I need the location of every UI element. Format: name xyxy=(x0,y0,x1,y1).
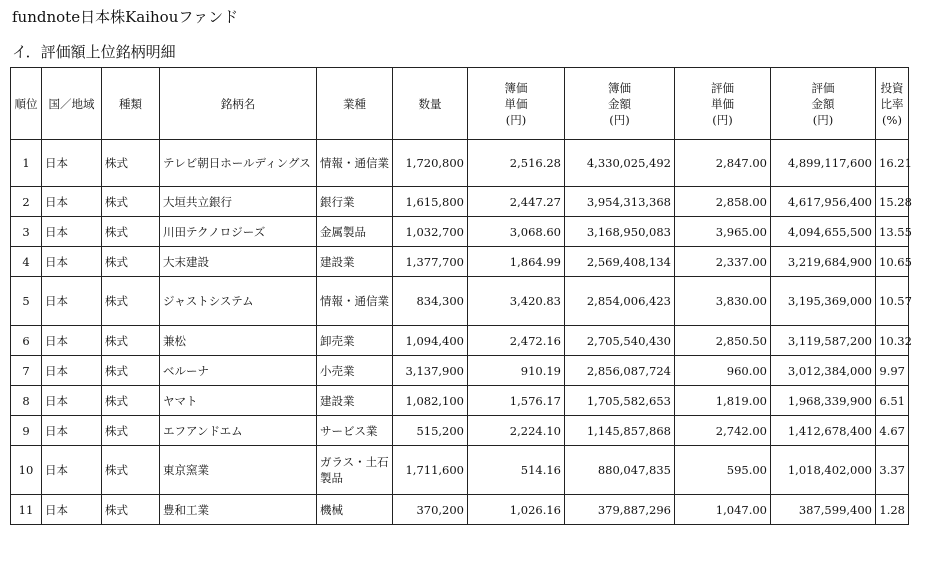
cell-industry: 情報・通信業 xyxy=(317,140,393,187)
cell-quantity: 1,094,400 xyxy=(393,326,468,356)
cell-eval-unit: 3,830.00 xyxy=(675,277,771,326)
cell-industry: 金属製品 xyxy=(317,217,393,247)
cell-type: 株式 xyxy=(102,277,160,326)
cell-rank: 9 xyxy=(11,416,42,446)
cell-quantity: 834,300 xyxy=(393,277,468,326)
table-row xyxy=(11,217,909,247)
cell-book-amount: 1,705,582,653 xyxy=(565,386,675,416)
cell-country: 日本 xyxy=(42,217,102,247)
cell-country: 日本 xyxy=(42,416,102,446)
cell-book-amount: 2,854,006,423 xyxy=(565,277,675,326)
cell-eval-unit: 960.00 xyxy=(675,356,771,386)
cell-type: 株式 xyxy=(102,495,160,525)
header-country: 国／地域 xyxy=(42,68,102,140)
section-title: イ．評価額上位銘柄明細 xyxy=(12,43,176,61)
cell-eval-unit: 2,850.50 xyxy=(675,326,771,356)
header-quantity: 数量 xyxy=(393,68,468,140)
cell-eval-amount: 4,617,956,400 xyxy=(771,187,876,217)
header-book-amount-line: 簿価 xyxy=(608,80,631,95)
header-row xyxy=(11,68,909,140)
cell-eval-unit: 2,858.00 xyxy=(675,187,771,217)
cell-rank: 5 xyxy=(11,277,42,326)
header-book-unit-line: 単価 xyxy=(504,96,528,111)
cell-industry: 機械 xyxy=(317,495,393,525)
cell-book-amount: 4,330,025,492 xyxy=(565,140,675,187)
cell-eval-amount: 3,119,587,200 xyxy=(771,326,876,356)
header-eval-unit-line: (円) xyxy=(712,112,733,127)
header-ratio-line: 投資 xyxy=(880,80,904,95)
cell-rank: 7 xyxy=(11,356,42,386)
cell-book-unit: 2,472.16 xyxy=(468,326,565,356)
cell-ratio: 3.37 xyxy=(876,446,909,495)
header-eval-amount-line: (円) xyxy=(812,112,834,127)
cell-eval-unit: 1,047.00 xyxy=(675,495,771,525)
cell-industry: 情報・通信業 xyxy=(317,277,393,326)
cell-book-unit: 2,447.27 xyxy=(468,187,565,217)
cell-quantity: 1,711,600 xyxy=(393,446,468,495)
cell-book-amount: 2,856,087,724 xyxy=(565,356,675,386)
cell-type: 株式 xyxy=(102,326,160,356)
table-row xyxy=(11,247,909,277)
cell-name: 兼松 xyxy=(160,326,317,356)
cell-country: 日本 xyxy=(42,140,102,187)
cell-type: 株式 xyxy=(102,187,160,217)
cell-industry: 建設業 xyxy=(317,386,393,416)
cell-eval-amount: 1,968,339,900 xyxy=(771,386,876,416)
cell-quantity: 515,200 xyxy=(393,416,468,446)
cell-ratio: 10.65 xyxy=(876,247,909,277)
cell-quantity: 3,137,900 xyxy=(393,356,468,386)
cell-book-unit: 2,224.10 xyxy=(468,416,565,446)
cell-eval-amount: 4,094,655,500 xyxy=(771,217,876,247)
cell-country: 日本 xyxy=(42,356,102,386)
cell-book-unit: 3,068.60 xyxy=(468,217,565,247)
cell-rank: 11 xyxy=(11,495,42,525)
cell-rank: 1 xyxy=(11,140,42,187)
cell-eval-amount: 1,018,402,000 xyxy=(771,446,876,495)
cell-book-amount: 2,569,408,134 xyxy=(565,247,675,277)
table-row xyxy=(11,495,909,525)
table-row xyxy=(11,416,909,446)
header-book-amount xyxy=(565,68,675,140)
cell-ratio: 16.21 xyxy=(876,140,909,187)
header-type: 種類 xyxy=(102,68,160,140)
table-row xyxy=(11,140,909,187)
header-ratio-line: 比率 xyxy=(880,96,904,111)
cell-country: 日本 xyxy=(42,277,102,326)
cell-quantity: 1,082,100 xyxy=(393,386,468,416)
header-book-unit-line: 簿価 xyxy=(504,80,528,95)
cell-type: 株式 xyxy=(102,356,160,386)
header-book-unit xyxy=(468,68,565,140)
cell-book-unit: 1,026.16 xyxy=(468,495,565,525)
cell-book-amount: 3,954,313,368 xyxy=(565,187,675,217)
cell-book-unit: 3,420.83 xyxy=(468,277,565,326)
cell-eval-unit: 595.00 xyxy=(675,446,771,495)
table-row xyxy=(11,326,909,356)
cell-book-amount: 3,168,950,083 xyxy=(565,217,675,247)
cell-ratio: 10.32 xyxy=(876,326,909,356)
cell-eval-unit: 1,819.00 xyxy=(675,386,771,416)
cell-rank: 10 xyxy=(11,446,42,495)
table-row xyxy=(11,446,909,495)
cell-book-unit: 910.19 xyxy=(468,356,565,386)
table-row xyxy=(11,187,909,217)
cell-rank: 2 xyxy=(11,187,42,217)
cell-industry: 小売業 xyxy=(317,356,393,386)
cell-name: 大垣共立銀行 xyxy=(160,187,317,217)
cell-ratio: 4.67 xyxy=(876,416,909,446)
header-book-unit-line: (円) xyxy=(505,112,527,127)
cell-quantity: 1,032,700 xyxy=(393,217,468,247)
cell-country: 日本 xyxy=(42,247,102,277)
cell-name: テレビ朝日ホールディングス xyxy=(160,140,317,187)
cell-name: ジャストシステム xyxy=(160,277,317,326)
cell-type: 株式 xyxy=(102,446,160,495)
cell-ratio: 13.55 xyxy=(876,217,909,247)
cell-name: ベルーナ xyxy=(160,356,317,386)
cell-country: 日本 xyxy=(42,386,102,416)
document-title: fundnote日本株Kaihouファンド xyxy=(12,8,239,26)
cell-industry: サービス業 xyxy=(317,416,393,446)
cell-industry: 建設業 xyxy=(317,247,393,277)
table-row xyxy=(11,356,909,386)
header-book-amount-line: 金額 xyxy=(608,96,631,111)
cell-country: 日本 xyxy=(42,326,102,356)
cell-book-amount: 880,047,835 xyxy=(565,446,675,495)
cell-ratio: 15.28 xyxy=(876,187,909,217)
cell-name: 川田テクノロジーズ xyxy=(160,217,317,247)
cell-eval-unit: 2,337.00 xyxy=(675,247,771,277)
cell-rank: 3 xyxy=(11,217,42,247)
cell-quantity: 1,377,700 xyxy=(393,247,468,277)
cell-industry: 銀行業 xyxy=(317,187,393,217)
cell-name: エフアンドエム xyxy=(160,416,317,446)
header-ratio-line: (%) xyxy=(882,112,902,127)
cell-book-unit: 514.16 xyxy=(468,446,565,495)
cell-eval-unit: 3,965.00 xyxy=(675,217,771,247)
cell-ratio: 6.51 xyxy=(876,386,909,416)
cell-eval-amount: 3,195,369,000 xyxy=(771,277,876,326)
table-row xyxy=(11,277,909,326)
cell-rank: 4 xyxy=(11,247,42,277)
cell-country: 日本 xyxy=(42,446,102,495)
cell-industry: ガラス・土石製品 xyxy=(317,446,393,495)
cell-ratio: 1.28 xyxy=(876,495,909,525)
header-ratio xyxy=(876,68,909,140)
header-name: 銘柄名 xyxy=(160,68,317,140)
cell-book-unit: 1,576.17 xyxy=(468,386,565,416)
cell-country: 日本 xyxy=(42,495,102,525)
cell-quantity: 370,200 xyxy=(393,495,468,525)
cell-ratio: 9.97 xyxy=(876,356,909,386)
cell-industry: 卸売業 xyxy=(317,326,393,356)
cell-rank: 8 xyxy=(11,386,42,416)
cell-name: 豊和工業 xyxy=(160,495,317,525)
cell-book-amount: 2,705,540,430 xyxy=(565,326,675,356)
cell-name: 東京窯業 xyxy=(160,446,317,495)
cell-name: 大末建設 xyxy=(160,247,317,277)
cell-book-unit: 2,516.28 xyxy=(468,140,565,187)
cell-type: 株式 xyxy=(102,416,160,446)
header-eval-unit-line: 評価 xyxy=(711,80,734,95)
header-book-amount-line: (円) xyxy=(609,112,630,127)
header-eval-amount xyxy=(771,68,876,140)
cell-book-amount: 1,145,857,868 xyxy=(565,416,675,446)
cell-ratio: 10.57 xyxy=(876,277,909,326)
header-eval-amount-line: 金額 xyxy=(811,96,835,111)
cell-quantity: 1,615,800 xyxy=(393,187,468,217)
cell-book-unit: 1,864.99 xyxy=(468,247,565,277)
cell-eval-amount: 387,599,400 xyxy=(771,495,876,525)
cell-name: ヤマト xyxy=(160,386,317,416)
header-eval-amount-line: 評価 xyxy=(811,80,835,95)
header-eval-unit-line: 単価 xyxy=(711,96,734,111)
cell-rank: 6 xyxy=(11,326,42,356)
cell-country: 日本 xyxy=(42,187,102,217)
table-row xyxy=(11,386,909,416)
cell-eval-amount: 3,219,684,900 xyxy=(771,247,876,277)
cell-eval-unit: 2,742.00 xyxy=(675,416,771,446)
header-rank: 順位 xyxy=(11,68,42,140)
cell-type: 株式 xyxy=(102,247,160,277)
cell-quantity: 1,720,800 xyxy=(393,140,468,187)
cell-eval-unit: 2,847.00 xyxy=(675,140,771,187)
cell-type: 株式 xyxy=(102,140,160,187)
header-eval-unit xyxy=(675,68,771,140)
cell-eval-amount: 1,412,678,400 xyxy=(771,416,876,446)
cell-book-amount: 379,887,296 xyxy=(565,495,675,525)
cell-eval-amount: 4,899,117,600 xyxy=(771,140,876,187)
cell-type: 株式 xyxy=(102,386,160,416)
cell-type: 株式 xyxy=(102,217,160,247)
cell-eval-amount: 3,012,384,000 xyxy=(771,356,876,386)
header-industry: 業種 xyxy=(317,68,393,140)
holdings-table xyxy=(10,67,912,525)
